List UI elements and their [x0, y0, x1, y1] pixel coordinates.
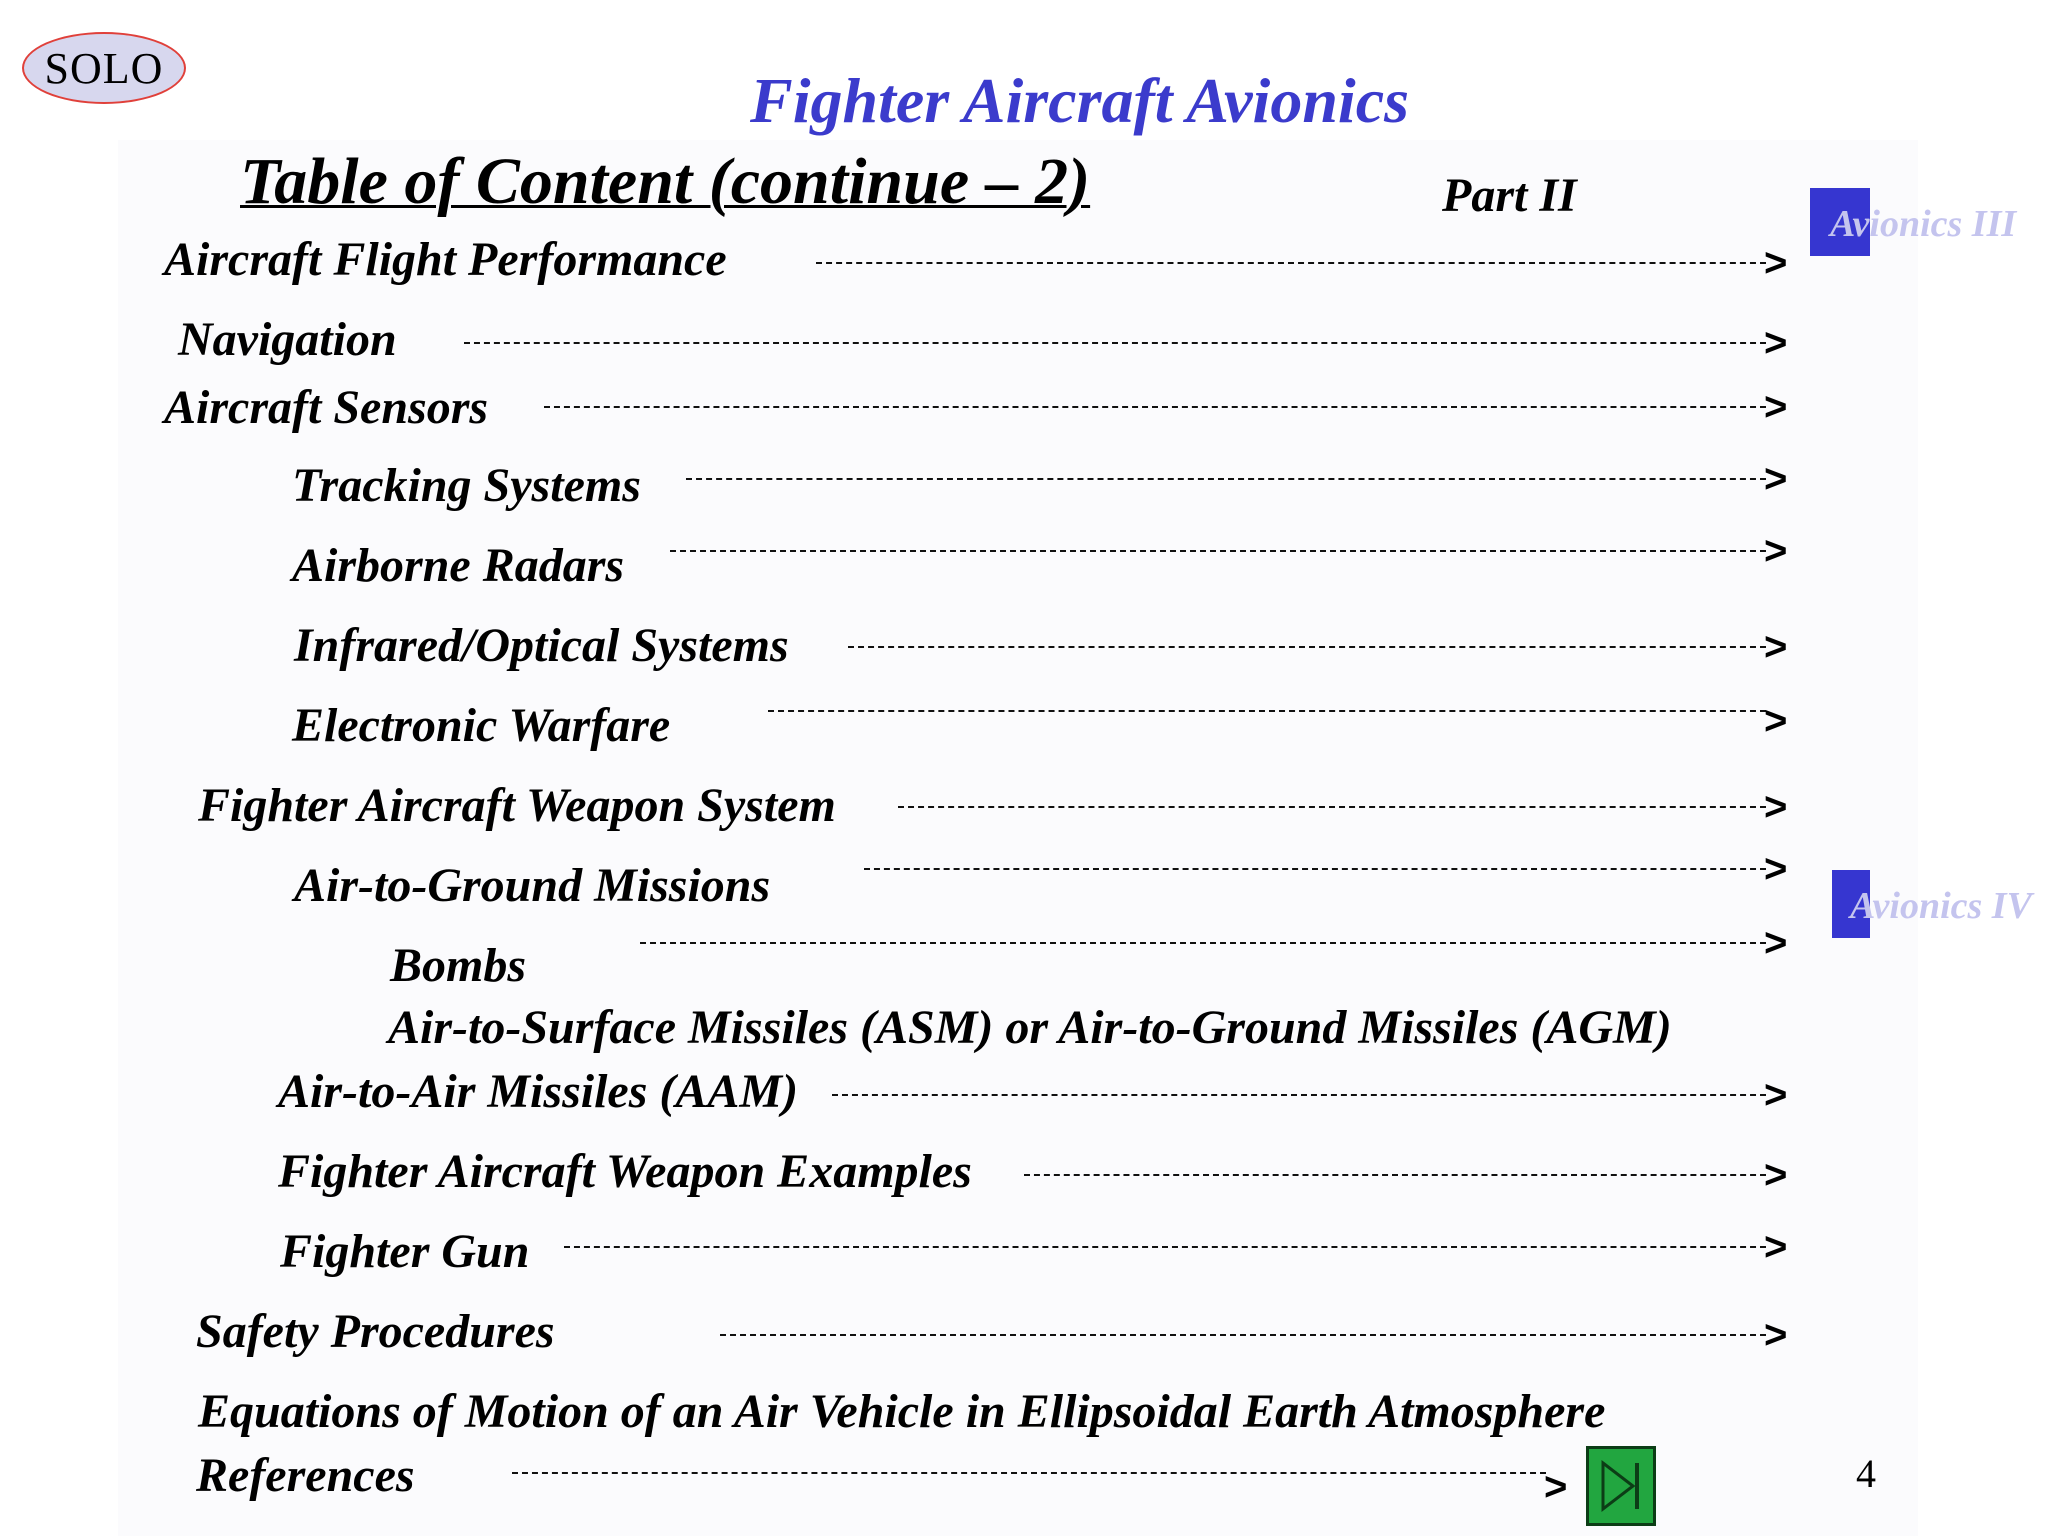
arrow-icon: >	[1764, 1225, 1788, 1269]
toc-entry-aircraft-flight-performance[interactable]: Aircraft Flight Performance	[164, 233, 727, 286]
leader-line	[720, 1334, 1766, 1336]
logo-text: SOLO	[44, 43, 164, 93]
arrow-icon: >	[1764, 785, 1788, 829]
leader-line	[1024, 1174, 1766, 1176]
toc-entry-fighter-gun[interactable]: Fighter Gun	[280, 1225, 530, 1278]
leader-line	[832, 1094, 1766, 1096]
slide-title: Fighter Aircraft Avionics	[750, 65, 1409, 136]
toc-entry-aircraft-sensors[interactable]: Aircraft Sensors	[164, 381, 489, 434]
leader-line	[864, 868, 1766, 870]
leader-line	[564, 1246, 1766, 1248]
leader-line	[464, 342, 1766, 344]
leader-line	[848, 646, 1766, 648]
leader-line	[686, 478, 1766, 480]
leader-line	[768, 710, 1766, 712]
toc-entry-infrared-optical-systems[interactable]: Infrared/Optical Systems	[294, 619, 789, 672]
part-label: Part II	[1442, 169, 1577, 222]
leader-line	[544, 406, 1766, 408]
toc-entry-air-to-ground-missions[interactable]: Air-to-Ground Missions	[294, 859, 771, 912]
toc-entry-electronic-warfare[interactable]: Electronic Warfare	[292, 699, 671, 752]
leader-line	[512, 1472, 1546, 1474]
arrow-icon: >	[1764, 321, 1788, 365]
arrow-icon: >	[1764, 847, 1788, 891]
toc-entry-tracking-systems[interactable]: Tracking Systems	[292, 459, 641, 512]
arrow-icon: >	[1764, 1073, 1788, 1117]
arrow-icon: >	[1764, 1153, 1788, 1197]
arrow-icon: >	[1544, 1465, 1568, 1509]
arrow-icon: >	[1764, 625, 1788, 669]
toc-entry-bombs[interactable]: Bombs	[390, 939, 527, 992]
toc-entry-fighter-aircraft-weapon-examples[interactable]: Fighter Aircraft Weapon Examples	[278, 1145, 972, 1198]
toc-entry-fighter-aircraft-weapon-system[interactable]: Fighter Aircraft Weapon System	[198, 779, 836, 832]
arrow-icon: >	[1764, 699, 1788, 743]
page-number: 4	[1856, 1451, 1876, 1496]
end-show-button[interactable]	[1586, 1446, 1656, 1526]
arrow-icon: >	[1764, 241, 1788, 285]
arrow-icon: >	[1764, 921, 1788, 965]
toc-entry-references[interactable]: References	[196, 1449, 415, 1502]
skip-to-end-icon	[1589, 1449, 1653, 1523]
leader-line	[898, 806, 1766, 808]
toc-entry-air-to-air-missiles[interactable]: Air-to-Air Missiles (AAM)	[278, 1065, 799, 1118]
avionics-iii-label: Avionics III	[1830, 203, 2017, 245]
arrow-icon: >	[1764, 457, 1788, 501]
toc-entry-navigation[interactable]: Navigation	[178, 313, 397, 366]
leader-line	[640, 942, 1766, 944]
arrow-icon: >	[1764, 1313, 1788, 1357]
arrow-icon: >	[1764, 385, 1788, 429]
toc-entry-airborne-radars[interactable]: Airborne Radars	[292, 539, 625, 592]
leader-line	[816, 262, 1766, 264]
toc-entry-safety-procedures[interactable]: Safety Procedures	[196, 1305, 555, 1358]
toc-entry-equations-of-motion[interactable]: Equations of Motion of an Air Vehicle in Ellipsoidal Earth Atmosphere	[198, 1385, 1606, 1438]
arrow-icon: >	[1764, 529, 1788, 573]
leader-line	[670, 550, 1766, 552]
toc-entry-air-to-surface-missiles[interactable]: Air-to-Surface Missiles (ASM) or Air-to-Ground Missiles (AGM)	[388, 1001, 1672, 1054]
toc-heading: Table of Content (continue – 2)	[240, 145, 1091, 218]
avionics-iv-label: Avionics IV	[1850, 885, 2032, 927]
solo-logo	[22, 32, 186, 104]
